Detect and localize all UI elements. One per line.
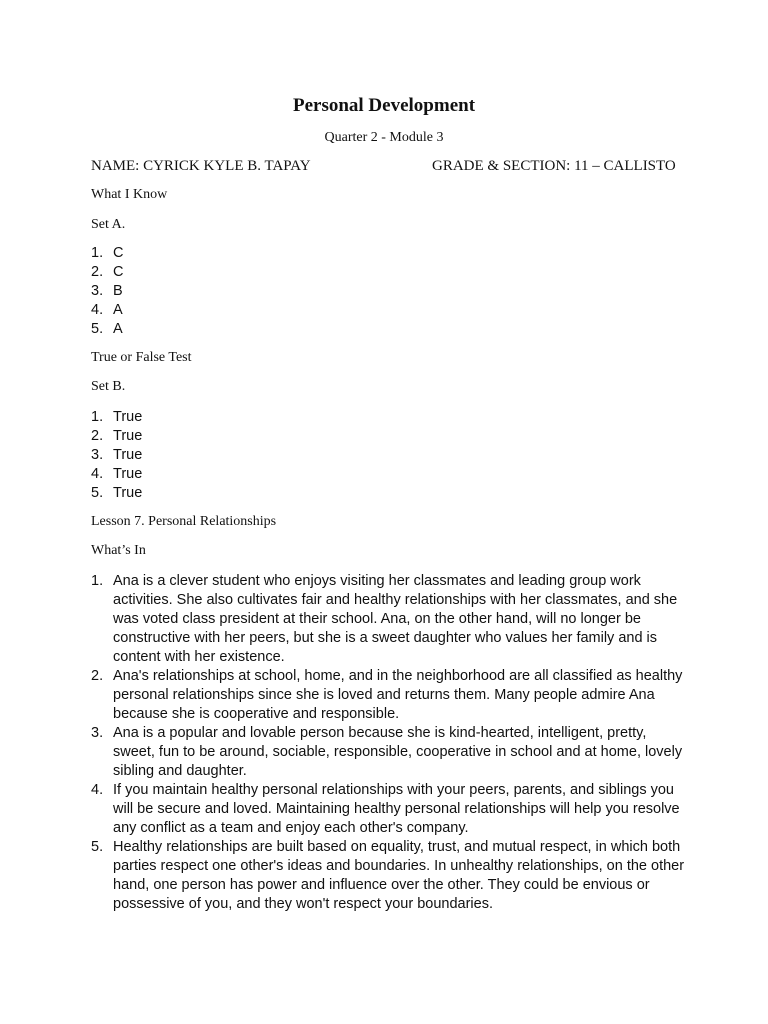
list-item (91, 263, 123, 282)
item-answer: A (113, 302, 123, 318)
list-item (91, 667, 691, 724)
item-answer: B (113, 283, 123, 299)
item-number: 2. (91, 428, 104, 444)
lesson-title: Lesson 7. Personal Relationships (91, 514, 277, 529)
item-number: 4. (91, 782, 104, 798)
set-a-label: Set A. (91, 217, 126, 232)
list-item (91, 465, 142, 484)
item-answer: C (113, 264, 124, 280)
whats-in-heading: What’s In (91, 543, 146, 558)
item-answer: True (113, 485, 143, 501)
item-text: If you maintain healthy personal relationships with your peers, parents, and siblings you will be secure and loved. Maintaining healthy personal relationships will help you resolve any conflict as a team and enjoy each other's company. (113, 782, 680, 836)
item-number: 4. (91, 302, 104, 318)
list-item (91, 724, 691, 781)
item-number: 1. (91, 245, 104, 261)
list-item (91, 244, 123, 263)
list-item (91, 408, 142, 427)
item-text: Ana is a popular and lovable person because she is kind-hearted, intelligent, pretty, sweet, fun to be around, sociable, responsible, cooperative in school and at home, lovely sibling and daughter. (113, 725, 683, 779)
item-text: Ana is a clever student who enjoys visiting her classmates and leading group work activities. She also cultivates fair and healthy relationships with her classmates, and she was voted class president at their school. Ana, on the other hand, will no longer be constructive with her peers, but she is a sweet daughter who values her family and is content with her existence. (113, 573, 678, 665)
list-item (91, 838, 691, 914)
list-item (91, 572, 691, 667)
true-false-heading: True or False Test (91, 350, 192, 365)
whats-in-answers (91, 572, 691, 914)
student-name: NAME: CYRICK KYLE B. TAPAY (91, 158, 311, 174)
item-answer: True (113, 466, 143, 482)
set-b-label: Set B. (91, 379, 126, 394)
list-item (91, 484, 142, 503)
list-item (91, 427, 142, 446)
item-answer: C (113, 245, 124, 261)
list-item (91, 320, 123, 339)
item-answer: True (113, 409, 143, 425)
item-number: 4. (91, 466, 104, 482)
list-item (91, 282, 123, 301)
item-number: 1. (91, 409, 104, 425)
list-item (91, 781, 691, 838)
item-number: 2. (91, 264, 104, 280)
set-a-answers (91, 244, 123, 339)
document-title: Personal Development (292, 95, 476, 116)
set-b-answers (91, 408, 142, 503)
list-item (91, 301, 123, 320)
what-i-know-heading: What I Know (91, 187, 168, 202)
item-answer: A (113, 321, 123, 337)
item-number: 5. (91, 321, 104, 337)
document-subtitle: Quarter 2 - Module 3 (324, 130, 444, 145)
item-number: 1. (91, 573, 104, 589)
item-number: 3. (91, 447, 104, 463)
item-answer: True (113, 428, 143, 444)
item-answer: True (113, 447, 143, 463)
grade-section: GRADE & SECTION: 11 – CALLISTO (432, 158, 676, 174)
item-number: 3. (91, 725, 104, 741)
item-number: 2. (91, 668, 104, 684)
item-text: Healthy relationships are built based on equality, trust, and mutual respect, in which both parties respect one other's ideas and boundaries. In unhealthy relationships, on the other hand, one person has power and influence over the other. They could be envious or possessive of you, and they won't respect your boundaries. (113, 839, 685, 912)
item-number: 3. (91, 283, 104, 299)
item-text: Ana's relationships at school, home, and in the neighborhood are all classified as healthy personal relationships since she is loved and returns them. Many people admire Ana because she is cooperative and responsible. (113, 668, 683, 722)
list-item (91, 446, 142, 465)
item-number: 5. (91, 485, 104, 501)
item-number: 5. (91, 839, 104, 855)
